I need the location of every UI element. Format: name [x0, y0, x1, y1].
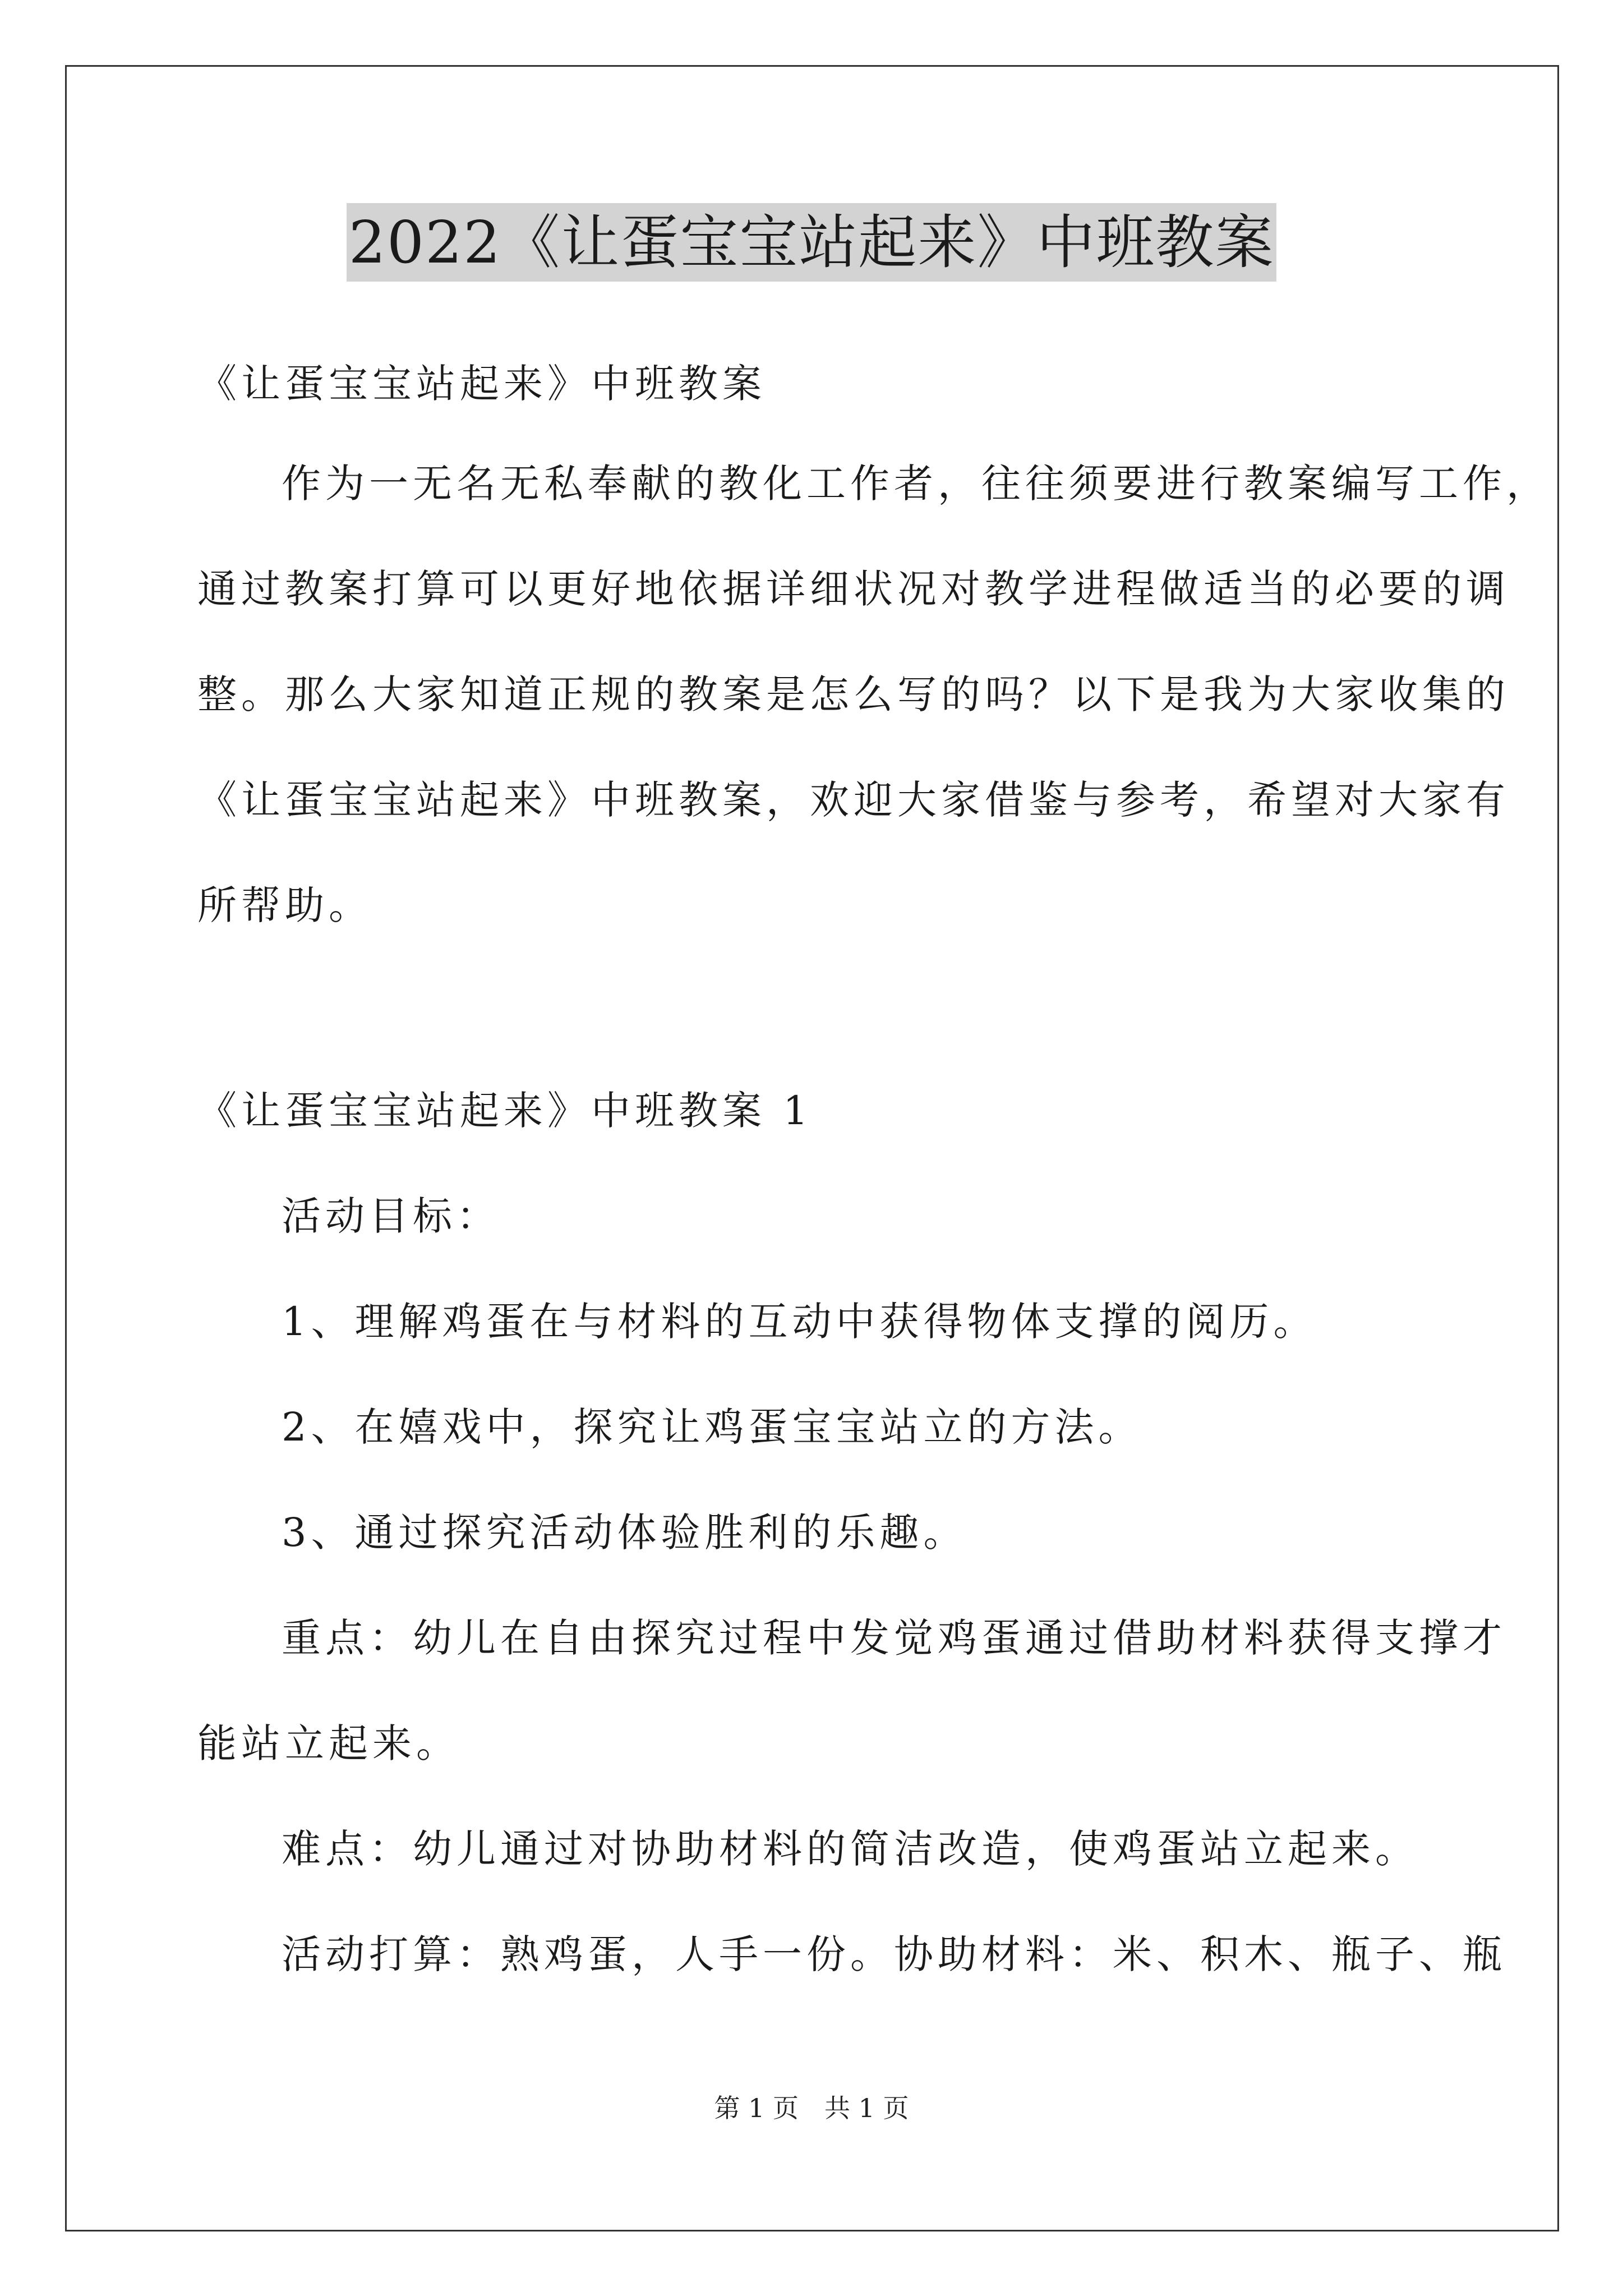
paragraph-line: 能站立起来。: [197, 1720, 460, 1766]
paragraph-line: 难点：幼儿通过对协助材料的简洁改造，使鸡蛋站立起来。: [282, 1826, 1419, 1872]
paragraph-line: 整。那么大家知道正规的教案是怎么写的吗？以下是我为大家收集的: [197, 671, 1510, 717]
paragraph-line: 重点：幼儿在自由探究过程中发觉鸡蛋通过借助材料获得支撑才: [282, 1615, 1506, 1661]
paragraph-line: 作为一无名无私奉献的教化工作者，往往须要进行教案编写工作，: [282, 461, 1550, 507]
list-item: 2、在嬉戏中，探究让鸡蛋宝宝站立的方法。: [282, 1404, 1142, 1450]
paragraph-line: 活动目标：: [282, 1193, 500, 1239]
list-item: 1、理解鸡蛋在与材料的互动中获得物体支撑的阅历。: [282, 1299, 1317, 1345]
list-item: 3、通过探究活动体验胜利的乐趣。: [282, 1510, 967, 1556]
subtitle-line: 《让蛋宝宝站起来》中班教案: [197, 361, 766, 407]
paragraph-line: 《让蛋宝宝站起来》中班教案，欢迎大家借鉴与参考，希望对大家有: [197, 777, 1510, 823]
paragraph-line: 活动打算：熟鸡蛋，人手一份。协助材料：米、积木、瓶子、瓶: [282, 1931, 1506, 1977]
page-footer: 第 1 页 共 1 页: [714, 2093, 909, 2123]
document-title: 2022《让蛋宝宝站起来》中班教案: [347, 203, 1277, 282]
paragraph-line: 所帮助。: [197, 882, 372, 928]
section-heading: 《让蛋宝宝站起来》中班教案 1: [197, 1088, 813, 1134]
paragraph-line: 通过教案打算可以更好地依据详细状况对教学进程做适当的必要的调: [197, 566, 1510, 612]
title-container: [0, 203, 1623, 282]
